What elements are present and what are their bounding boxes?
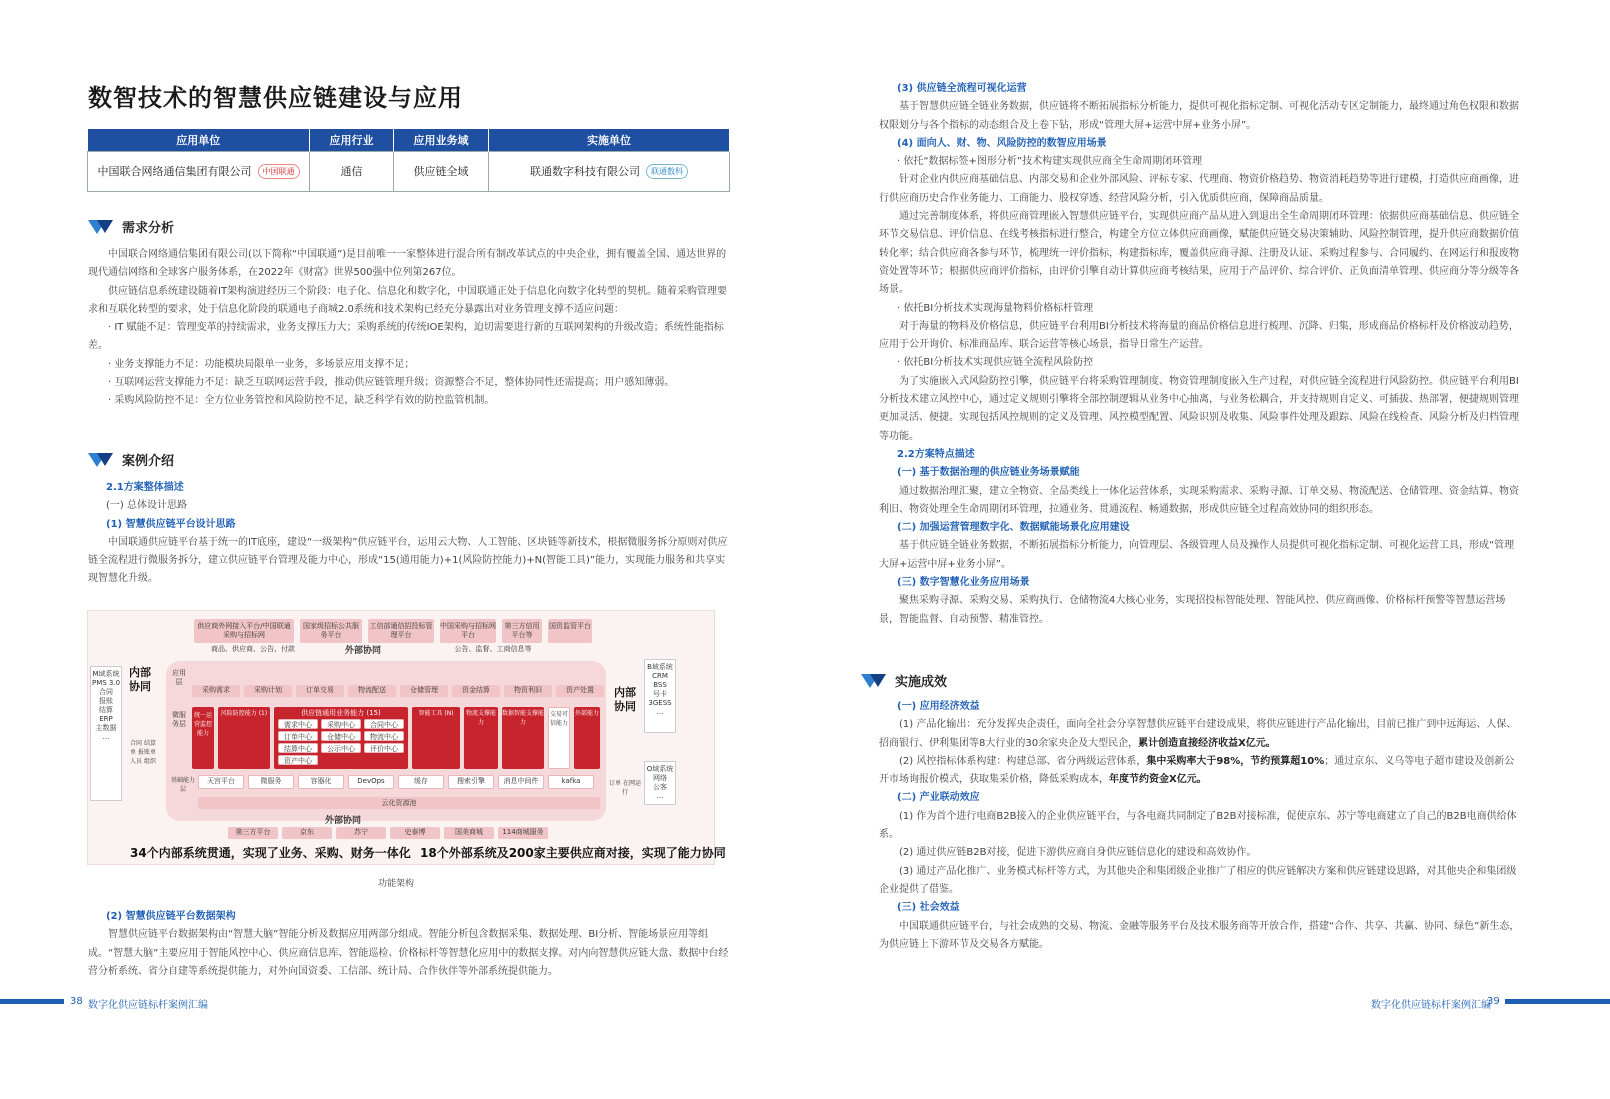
diagram-item: 采购需求 — [192, 685, 240, 697]
diagram-item: 史泰博 — [390, 827, 440, 839]
top-box: 中国采购与招标网平台 — [440, 619, 496, 643]
risk-block: 风险防控能力 (1) — [218, 707, 270, 769]
diagram-item: kafka — [548, 775, 594, 789]
unicom-digital-logo: 联通数科 — [646, 164, 688, 179]
diagram-item: 资产处置 — [556, 685, 604, 697]
outer-collab-label: 外部协同 — [344, 646, 381, 656]
table-cell: 供应链全域 — [394, 151, 489, 191]
footer — [805, 996, 1610, 1011]
left-systems: M域系统 PMS 3.0 合同 报账 结算 ERP 主数据 ... — [90, 666, 122, 801]
core-block: 供应链通用业务能力 (15) — [274, 707, 408, 769]
info-table — [87, 129, 730, 192]
right-systems: B域系统 CRM BSS 号卡 3GESS ... — [644, 659, 676, 733]
table-header: 应用业务域 — [394, 129, 489, 151]
outer-collab-label: 外部协同 — [324, 816, 361, 826]
diagram-item: 采购计划 — [244, 685, 292, 697]
table-cell: 联通数字科技有限公司 联通数科 — [489, 151, 730, 191]
figure-caption: 功能架构 — [378, 879, 415, 889]
diagram-item: 订单中心 — [278, 731, 318, 741]
triangle-icon — [88, 220, 114, 234]
footer-title: 数字化供应链标杆案例汇编 — [88, 1000, 208, 1011]
results-text: (一) 应用经济效益 (1) 产品化输出：充分发挥央企责任，面向全社会分享智慧供应链平台建设成果，将供应链进行产品化输出，目前已推广到中远海运、人保、招商银行、伊利集团等8大行业的30余家央企及大型民企，累计创造直接经济收益X亿元。 (2) 风控指标体系构建：构建总部、省分两级运营体系，集中采购率大于98%，节约预算超10%；通过京东、义乌等电子超市建设及创新公开市场询报价模式，获取集采价格，降低采购成本，年度节约资金X亿元。 (二) 产业联动效应 (1) 作为首个进行电商B2B接入的企业供应链平台，与各电商共同制定了B2B对接标准，促使京东、苏宁等电商建立了自己的B2B电商供给体系。 (2) 通过供应链B2B对接，促进下游供应商自身供应链信息化的建设和高效协作。 (3) 通过产品化推广、业务模式标杆等方式，为其他央企和集团级企业推广了相应的供应链解决方案和供应链建设思路，对其他央企和集团级企业提供了借鉴。 (三) 社会效益 中国联通供应链平台，与社会成熟的交易、物流、金融等服务平台及技术服务商等开放合作，搭建“合作、共享、共赢、协同、绿色”新生态，为供应链上下游环节及交易各方赋能。 — [879, 701, 1520, 950]
diagram-item: DevOps — [348, 775, 394, 789]
table-cell: 通信 — [310, 151, 394, 191]
page-title: 数智技术的智慧供应链建设与应用 — [88, 84, 463, 112]
layer-label: 基础能力层 — [170, 777, 195, 793]
unicom-logo: 中国联通 — [258, 164, 300, 179]
layer-label: 应用层 — [172, 669, 186, 686]
diagram-item: 合同中心 — [364, 719, 404, 729]
inner-collab-left: 内部协同 — [129, 666, 151, 693]
data-block: 数据智能支撑能力 — [502, 707, 544, 769]
left-flow-label: 合同 结算单 报账单 人员 组织 — [130, 740, 156, 765]
footer-title: 数字化供应链标杆案例汇编 — [1371, 1000, 1491, 1011]
diagram-item: 资金结算 — [452, 685, 500, 697]
diagram-item: 容器化 — [298, 775, 344, 789]
diagram-item: 搜索引擎 — [448, 775, 494, 789]
top-sub-label: 公告、监督、工商信息等 — [454, 645, 532, 653]
top-box: 国家级招标公共服务平台 — [300, 619, 362, 643]
top-box: 国资监管平台 — [548, 619, 592, 643]
table-cell: 中国联合网络通信集团有限公司 中国联通 — [88, 151, 310, 191]
top-box: 工信部通信招投标管理平台 — [368, 619, 434, 643]
triangle-icon — [88, 453, 114, 467]
diagram-item: 订单交易 — [296, 685, 344, 697]
diagram-item: 公示中心 — [321, 743, 361, 753]
case-intro-text: 2.1方案整体描述 (一) 总体设计思路 (1) 智慧供应链平台设计思路 中国联通供应链平台基于统一的IT底座，建设“一级架构”供应链平台，运用云大物、人工智能、区块链等新技术，根据微服务拆分原则对供应链全流程进行微服务拆分，建立供应链平台管理及能力中心，形成“15(通用能力)+1(风险防控能力)+N(智能工具)”能力，实现能力服务和共享实现智慧化升级。 — [88, 482, 728, 585]
cloud-pool: 云化资源池 — [198, 797, 600, 809]
diagram-item: 资产中心 — [278, 755, 318, 765]
top-box: 供应商外网接入平台/中国联通采购与招标网 — [194, 619, 294, 643]
triangle-icon — [861, 674, 887, 688]
table-header: 应用单位 — [88, 129, 310, 151]
diagram-note: 34个内部系统贯通，实现了业务、采购、财务一体化 — [130, 846, 411, 860]
footer-bar — [0, 999, 64, 1004]
right-flow-label: 订单 在网运行 — [609, 780, 641, 796]
section-heading: 案例介绍 — [88, 450, 174, 469]
right-page — [805, 0, 1610, 1099]
inner-collab-right: 内部协同 — [614, 686, 636, 713]
layer-label: 微服务层 — [172, 711, 186, 728]
table-header: 实施单位 — [489, 129, 730, 151]
demand-analysis-text: 中国联合网络通信集团有限公司(以下简称“中国联通”)是目前唯一一家整体进行混合所有制改革试点的中央企业，拥有覆盖全国、通达世界的现代通信网络和全球客户服务体系，在2022年《财富》世界500强中位列第267位。 供应链信息系统建设随着IT架构演进经历三个阶段：电子化、信息化和数字化，中国联通正处于信息化向数字化转型的契机。随着采购管理要求和互联化转型的要求，处于信息化阶段的联通电子商城2.0系统和技术架构已经充分暴露出对业务管理支撑不适应问题： · IT 赋能不足：管理变革的持续需求，业务支撑压力大；采购系统的传统IOE架构，迫切需要进行新的互联网架构的升级改造；系统性能指标差。 · 业务支撑能力不足：功能模块局限单一业务，多场景应用支撑不足； · 互联网运营支撑能力不足：缺乏互联网运营手段，推动供应链管理升级；资源整合不足，整体协同性还需提高；用户感知薄弱。 · 采购风险防控不足：全方位业务管控和风险防控不足，缺乏科学有效的防控监管机制。 — [88, 249, 728, 407]
data-architecture-text: (2) 智慧供应链平台数据架构 智慧供应链平台数据架构由“智慧大脑”智能分析及数据应用两部分组成。智能分析包含数据采集、数据处理、BI分析、智能场景应用等组成。“智慧大脑”主要应用于智能风控中心、供应商信息库、智能巡检、价格标杆等智慧化应用中的数据支撑。对内向智慧供应链大盘、数据中台经营分析系统、省分自建等系统提供能力，对外向国资委、工信部、统计局、合作伙伴等外部系统提供能力。 — [88, 911, 729, 977]
diagram-item: 苏宁 — [336, 827, 386, 839]
diagram-item: 需求中心 — [278, 719, 318, 729]
diagram-item: 京东 — [282, 827, 332, 839]
right-systems-2: O域系统 网络 公客 ... — [644, 761, 676, 805]
right-text-top: (3) 供应链全流程可视化运营 基于智慧供应链全链业务数据，供应链将不断拓展指标分析能力，提供可视化指标定制、可视化活动专区定制能力，最终通过角色权限和数据权限划分与各个指标的动态组合及上卷下钻，形成“管理大屏+运营中屏+业务小屏”。 (4) 面向人、财、物、风险防控的数智应用场景 · 依托“数据标签+图形分析”技术构建实现供应商全生命周期闭环管理 针对企业内供应商基础信息、内部交易和企业外部风险、评标专家、代理商、物资价格趋势、物资消耗趋势等进行建模，打造供应商画像，进行供应商历史合作业务能力、工商能力、股权穿透、经营风险分析，引入优质供应商，保障商品质量。 通过完善制度体系，将供应商管理嵌入智慧供应链平台，实现供应商产品从进入到退出全生命周期闭环管理：依据供应商基础信息、供应链全环节交易信息、评价信息、在线考核指标进行整合，构建全方位立体供应商画像，赋能供应链交易决策辅助、风险控制管理，提升供应商数据价值转化率；结合供应商各参与环节，梳理统一评价指标，构建指标库，覆盖供应商寻源、注册及认证、采购过程参与、合同履约、在网运行和报废物资处置等环节；根据供应商评价指标，由评价引擎自动计算供应商考核结果，应用于产品评价、综合评价、正负面清单管理、供应商分等分级等各场景。 · 依托BI分析技术实现海量物料价格标杆管理 对于海量的物料及价格信息，供应链平台利用BI分析技术将海量的商品价格信息进行梳理、沉降、归集，形成商品价格标杆及价格波动趋势，应用于公开询价、标准商品库、联合运营等核心场景，指导日常生产运营。 · 依托BI分析技术实现供应链全流程风险防控 为了实施嵌入式风险防控引擎，供应链平台将采购管理制度、物资管理制度嵌入生产过程，对供应链全流程进行风险防控。供应链平台利用BI 分析技术建立风控中心，通过定义规则引擎将全部控制逻辑从业务中心抽离，与业务松耦合，并支持规则自定义、可插拔、热部署，便捷规则管理更加灵活、便捷。实现包括风控规则的定义及管理、风控模型配置、风险识别及收集、风险事件处理及跟踪、风险在线检查、风险分析及归档管理等功能。 2.2方案特点描述 (一) 基于数据治理的供应链业务场景赋能 通过数据治理汇聚，建立全物资、全品类线上一体化运营体系，实现采购需求、采购寻源、订单交易、物流配送、仓储管理、资金结算、物资利旧、物资处理全生命周期闭环管理，拉通业务、贯通流程、畅通数据，形成供应链全过程高效协同的组织形态。 (二) 加强运营管理数字化、数据赋能场景化应用建设 基于供应链全链业务数据，不断拓展指标分析能力，向管理层、各级管理人员及操作人员提供可视化指标定制、可视化运营工具，形成“管理大屏+运营中屏+业务小屏”。 (三) 数字智慧化业务应用场景 聚焦采购寻源、采购交易、采购执行、仓储物流4大核心业务，实现招投标智能处理、智能风控、供应商画像、价格标杆预警等智慧运营场景，智能监督、自动预警、精准管控。 — [879, 83, 1519, 625]
ext-block: 外部能力 — [574, 707, 600, 769]
diagram-item: 仓储中心 — [321, 731, 361, 741]
page-number: 39 — [1487, 996, 1500, 1007]
diagram-item: 评价中心 — [364, 743, 404, 753]
diagram-item: 消息中间件 — [498, 775, 544, 789]
page-number: 38 — [70, 996, 83, 1007]
diagram-item: 第三方平台 — [228, 827, 278, 839]
diagram-item: 天宫平台 — [198, 775, 244, 789]
diagram-item: 物流配送 — [348, 685, 396, 697]
trade-block: 交易可信能力 — [548, 707, 570, 769]
diagram-item: 微服务 — [248, 775, 294, 789]
diagram-item: 结算中心 — [278, 743, 318, 753]
footer-bar — [1505, 999, 1610, 1004]
logistics-block: 物流支撑能力 — [464, 707, 498, 769]
section-heading: 实施成效 — [861, 671, 947, 690]
diagram-item: 物资利旧 — [504, 685, 552, 697]
diagram-note: 18个外部系统及200家主要供应商对接，实现了能力协同 — [420, 846, 726, 860]
function-architecture-diagram — [87, 610, 715, 865]
footer — [0, 996, 805, 1011]
risk-column: 统一运营监控能力 — [192, 707, 214, 769]
diagram-item: 物流中心 — [364, 731, 404, 741]
top-sub-label: 商品、供应商、公告、付款 — [211, 645, 295, 653]
diagram-item: 仓储管理 — [400, 685, 448, 697]
smart-block: 智能工具 (N) — [412, 707, 460, 769]
top-box: 第三方信用平台等 — [502, 619, 542, 643]
diagram-item: 缓存 — [398, 775, 444, 789]
diagram-item: 采购中心 — [321, 719, 361, 729]
diagram-item: 国美商城 — [444, 827, 494, 839]
section-heading: 需求分析 — [88, 217, 174, 236]
table-header: 应用行业 — [310, 129, 394, 151]
diagram-item: 114商城服务 — [498, 827, 548, 839]
